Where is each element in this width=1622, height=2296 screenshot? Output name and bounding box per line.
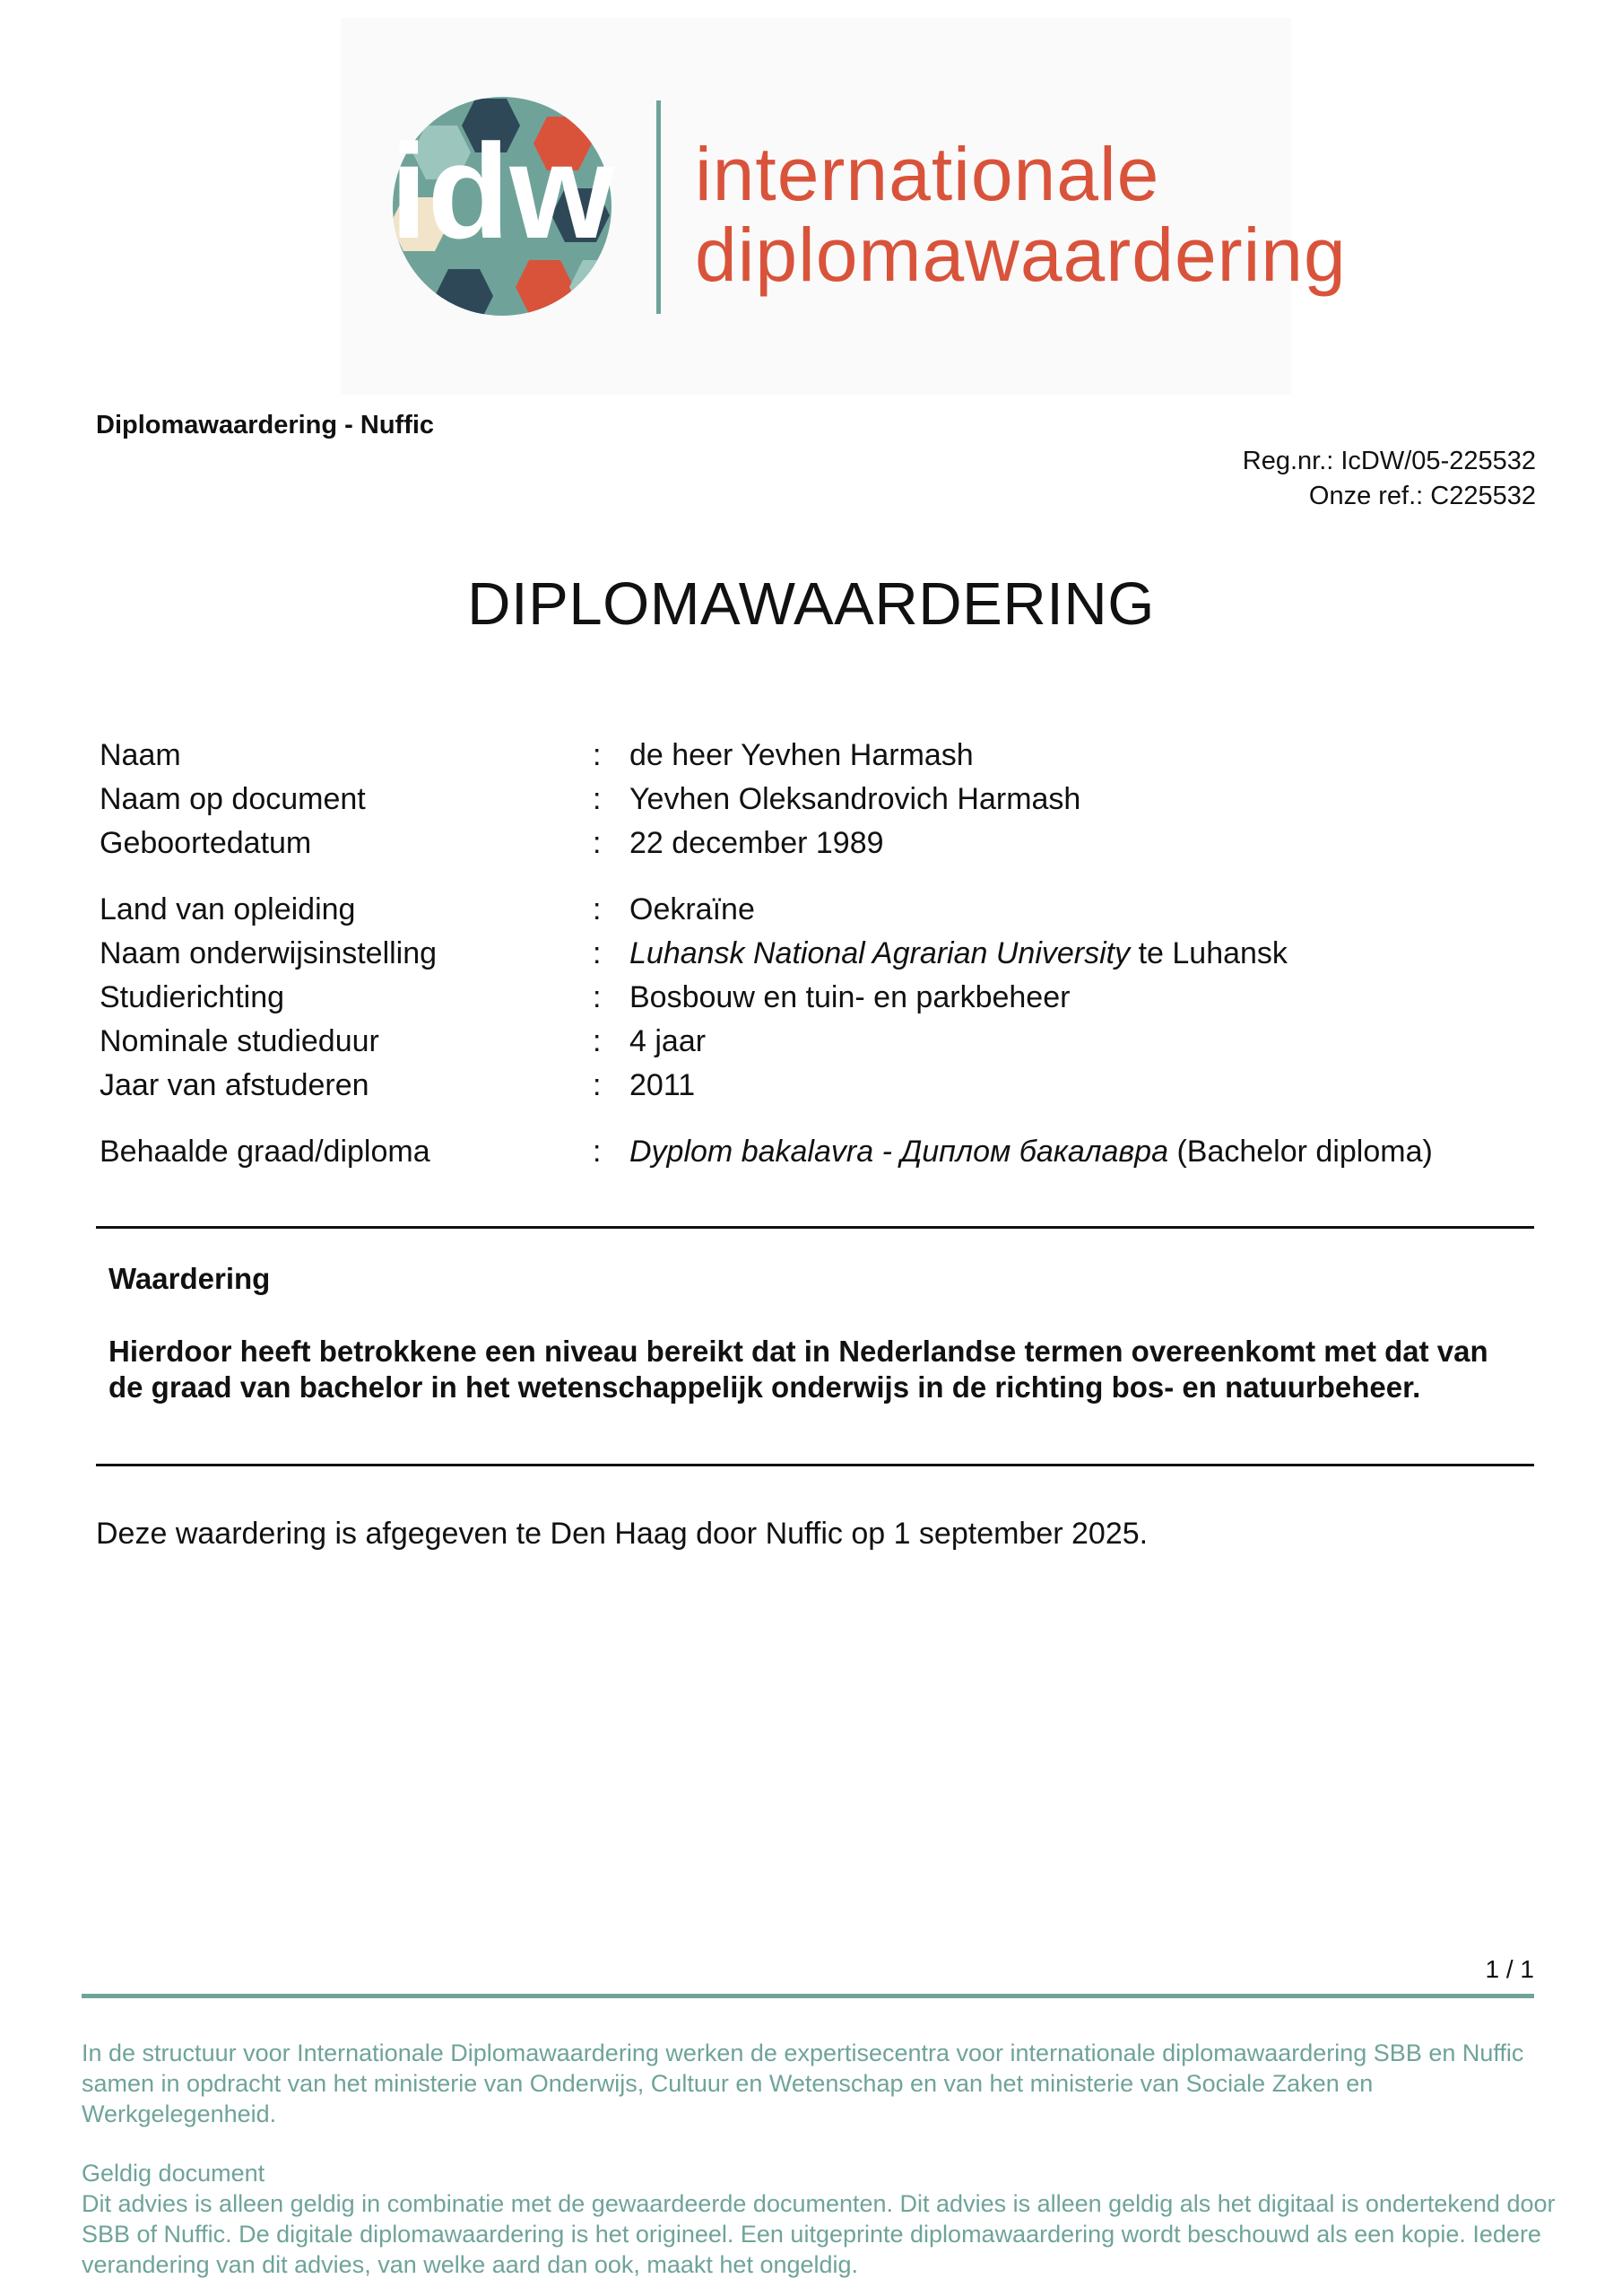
detail-colon: :: [593, 782, 602, 816]
logo: [341, 18, 1347, 395]
detail-value: [629, 1134, 1433, 1170]
detail-label: Geboortedatum: [100, 826, 312, 860]
detail-colon: :: [593, 892, 602, 926]
waardering-text: Hierdoor heeft betrokkene een niveau bereikt dat in Nederlandse termen overeenkomt met dat van de graad van bachelor in het wetenschappelijk onderwijs in de richting bos- en natuurbeheer.: [108, 1335, 1488, 1404]
footer-divider: [82, 1994, 1534, 1998]
registration-number: Reg.nr.: IcDW/05-225532: [1242, 447, 1536, 475]
detail-colon: :: [593, 738, 602, 772]
detail-value: Oekraïne: [629, 892, 755, 926]
issued-statement: Deze waardering is afgegeven te Den Haag door Nuffic op 1 september 2025.: [96, 1517, 1149, 1551]
degree-translation: (Bachelor diploma): [1168, 1135, 1433, 1169]
degree-name: Dyplom bakalavra - Диплом бакалавра: [629, 1135, 1168, 1169]
detail-label: Naam: [100, 738, 181, 772]
waardering-heading: Waardering: [108, 1262, 271, 1295]
logo-mark-text: idw: [390, 116, 614, 266]
detail-value: Bosbouw en tuin- en parkbeheer: [629, 980, 1071, 1014]
detail-colon: :: [593, 980, 602, 1014]
logo-title-line2: diplomawaardering: [695, 213, 1347, 297]
divider: [96, 1226, 1534, 1229]
detail-label: Land van opleiding: [100, 892, 356, 926]
footer-validity-text: Dit advies is alleen geldig in combinatie met de gewaardeerde documenten. Dit advies is alleen geldig als het digitaal is ondertekend door SBB of Nuffic. De digitale diplomawaardering is het origineel. Een uitgeprinte diplomawaardering wordt beschouwd als een kopie. Iedere verandering van dit advies, van welke aard dan ook, maakt het ongeldig.: [82, 2190, 1556, 2278]
detail-colon: :: [593, 1135, 602, 1169]
detail-label: Naam onderwijsinstelling: [100, 936, 438, 970]
footer-valid-heading: Geldig document: [82, 2160, 265, 2187]
institution-name: Luhansk National Agrarian University: [629, 936, 1131, 970]
detail-label: Jaar van afstuderen: [100, 1068, 369, 1102]
detail-value: Yevhen Oleksandrovich Harmash: [629, 782, 1081, 816]
divider: [96, 1464, 1534, 1466]
document-title: DIPLOMAWAARDERING: [467, 570, 1155, 638]
detail-colon: :: [593, 1068, 602, 1102]
detail-value: de heer Yevhen Harmash: [629, 738, 974, 772]
detail-value: 4 jaar: [629, 1024, 707, 1058]
detail-value: 22 december 1989: [629, 826, 884, 860]
page-number: 1 / 1: [1485, 1955, 1534, 1983]
our-reference: Onze ref.: C225532: [1308, 482, 1536, 510]
detail-value: 2011: [629, 1068, 696, 1102]
detail-colon: :: [593, 936, 602, 970]
detail-label: Behaalde graad/diploma: [100, 1135, 430, 1169]
institution-location: te Luhansk: [1130, 936, 1288, 970]
logo-title-line1: internationale: [695, 132, 1160, 216]
detail-colon: :: [593, 1024, 602, 1058]
detail-value: [629, 935, 1288, 971]
issuer-label: Diplomawaardering - Nuffic: [96, 411, 435, 439]
detail-colon: :: [593, 826, 602, 860]
detail-label: Nominale studieduur: [100, 1024, 379, 1058]
detail-label: Studierichting: [100, 980, 285, 1014]
footer-structure-text: In de structuur voor Internationale Diplomawaardering werken de expertisecentra voor internationale diplomawaardering SBB en Nuffic samen in opdracht van het ministerie van Onderwijs, Cultuur en Wetenschap en van het ministerie van Sociale Zaken en Werkgelegenheid.: [82, 2039, 1524, 2127]
detail-label: Naam op document: [100, 782, 366, 816]
